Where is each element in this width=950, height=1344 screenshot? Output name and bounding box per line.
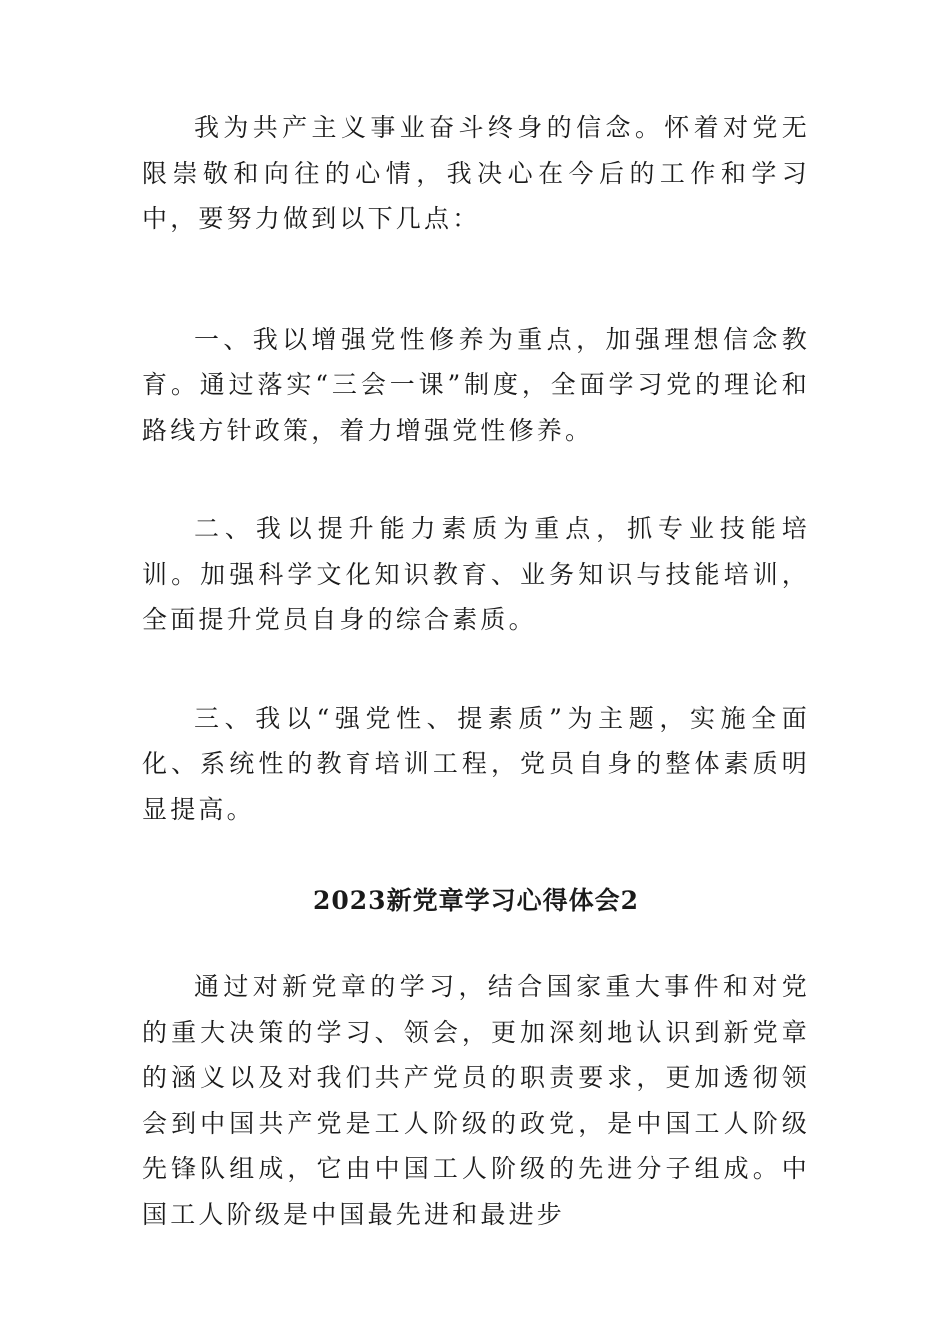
paragraph-point-two: 二、我以提升能力素质为重点，抓专业技能培训。加强科学文化知识教育、业务知识与技能培训，全面提升党员自身的综合素质。 bbox=[142, 514, 810, 634]
paragraph-point-three: 三、我以“强党性、提素质”为主题，实施全面化、系统性的教育培训工程，党员自身的整体素质明显提高。 bbox=[142, 703, 810, 824]
paragraph-point-one: 一、我以增强党性修养为重点，加强理想信念教育。通过落实“三会一课”制度，全面学习党的理论和路线方针政策，着力增强党性修养。 bbox=[142, 324, 810, 445]
paragraph-section2-body: 通过对新党章的学习，结合国家重大事件和对党的重大决策的学习、领会，更加深刻地认识到新党章的涵义以及对我们共产党员的职责要求，更加透彻领会到中国共产党是工人阶级的政党，是中国工人阶级先锋队组成，它由中国工人阶级的先进分子组成。中国工人阶级是中国最先进和最进步 bbox=[142, 972, 810, 1229]
section-heading: 2023新党章学习心得体会2 bbox=[313, 886, 639, 915]
document-page bbox=[142, 105, 810, 1237]
paragraph-intro: 我为共产主义事业奋斗终身的信念。怀着对党无限崇敬和向往的心情，我决心在今后的工作和学习中，要努力做到以下几点： bbox=[142, 113, 810, 233]
